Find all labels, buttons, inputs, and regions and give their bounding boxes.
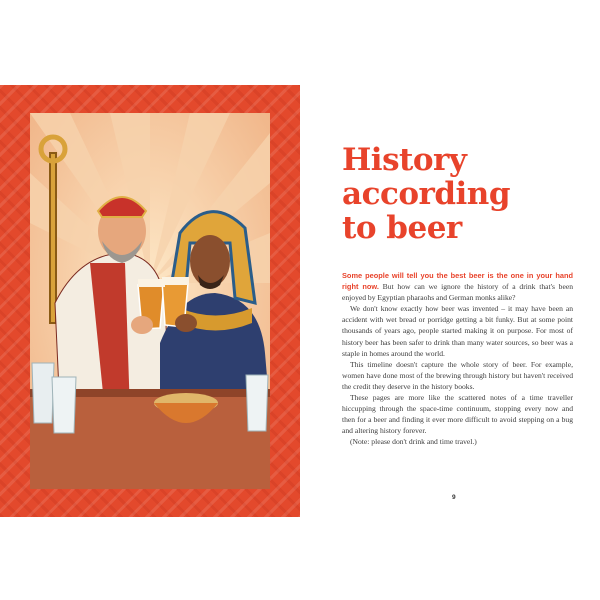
paragraph: We don't know exactly how beer was invented – it may have been an accident with wet bread or porridge getting a bit funky. But at some point thousands of years ago, people started making it on purpose. For most of history beer has been safer to drink than many water sources, so beer was a staple in homes around the world. [342,304,573,358]
illustration-bishop-and-pharaoh-toasting [30,113,270,489]
title-line: to beer [342,210,462,246]
page-title [342,143,582,245]
left-page-illustration-border [0,85,300,517]
title-line: according [342,176,511,212]
paragraph: (Note: please don't drink and time travel.) [350,437,477,447]
right-page-text [300,85,600,517]
body-text [342,270,573,448]
lead-sentence: Some people will tell you the best beer is the one in your hand right now. [342,271,573,292]
title-line: History [342,142,467,178]
paragraph: These pages are more like the scattered notes of a time traveller hiccupping through the space-time continuum, stopping every now and then for a beer and finding it ever more difficult to avoid stepping on a bug and altering history forever. [342,393,573,436]
paragraph: This timeline doesn't capture the whole story of beer. For example, women have done most of the brewing through history but haven't received the credit they deserve in the history books. [342,359,573,391]
intro-paragraph [342,270,573,303]
intro-rest: But how can we ignore the history of a drink that's been enjoyed by Egyptian pharaohs and German monks alike? [342,282,574,303]
page-number: 9 [452,494,456,501]
